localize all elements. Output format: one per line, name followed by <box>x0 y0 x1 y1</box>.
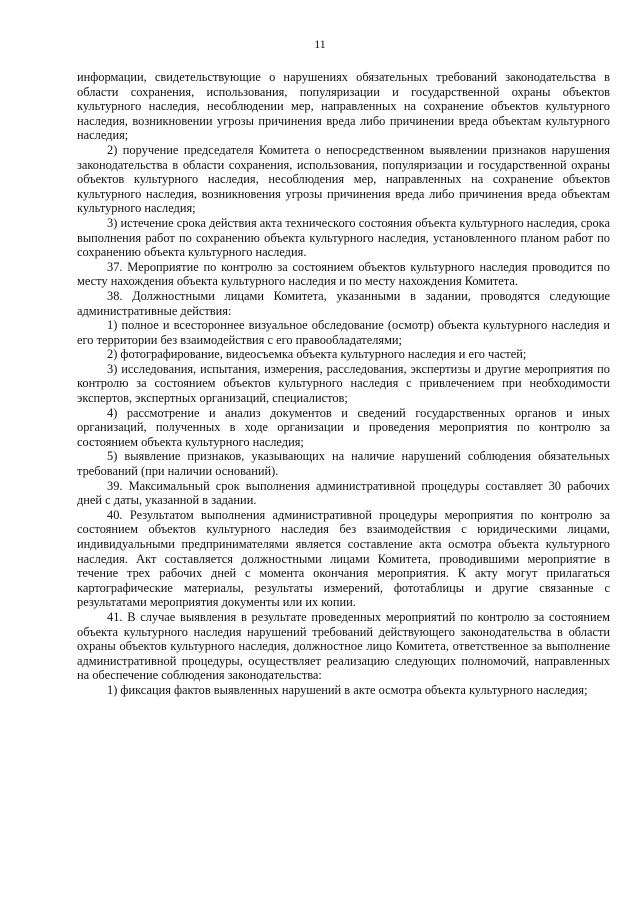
document-body <box>77 70 610 698</box>
paragraph-item-3: 3) истечение срока действия акта технического состояния объекта культурного наследия, срока выполнения работ по сохранению объекта культурного наследия, установленного планом работ по сохранению объекта культурного наследия. <box>77 215 610 260</box>
paragraph-38-item-5: 5) выявление признаков, указывающих на наличие нарушений соблюдения обязательных требований (при наличии оснований). <box>77 449 610 479</box>
paragraph-39: 39. Максимальный срок выполнения административной процедуры составляет 30 рабочих дней с даты, указанной в задании. <box>77 478 610 508</box>
paragraph-38-item-3: 3) исследования, испытания, измерения, расследования, экспертизы и другие мероприятия по контролю за состоянием объектов культурного наследия с привлечением при необходимости экспертов, экспертных организаций, специалистов; <box>77 361 610 406</box>
paragraph-40: 40. Результатом выполнения административной процедуры мероприятия по контролю за состоянием объектов культурного наследия без взаимодействия с юридическими лицами, индивидуальными предпринимателями является составление акта осмотра объекта культурного наследия. Акт составляется должностными лицами Комитета, проводившими мероприятие в течение трех рабочих дней с момента окончания мероприятия. К акту могут прилагаться картографические материалы, результаты измерений, фототаблицы и другие связанные с результатами мероприятия документы или их копии. <box>77 507 610 610</box>
paragraph-41: 41. В случае выявления в результате проведенных мероприятий по контролю за состоянием объекта культурного наследия нарушений требований действующего законодательства в области охраны объектов культурного наследия, должностное лицо Комитета, ответственное за выполнение административной процедуры, осуществляет реализацию следующих полномочий, направленных на обеспечение соблюдения законодательства: <box>77 609 610 683</box>
paragraph-41-item-1: 1) фиксация фактов выявленных нарушений в акте осмотра объекта культурного наследия; <box>107 682 588 697</box>
paragraph-38-item-4: 4) рассмотрение и анализ документов и сведений государственных органов и иных организаций, полученных в ходе организации и проведения мероприятия по контролю за состоянием объекта культурного наследия; <box>77 405 610 449</box>
paragraph-37: 37. Мероприятие по контролю за состоянием объектов культурного наследия проводится по месту нахождения объекта культурного наследия и по месту нахождения Комитета. <box>77 259 610 289</box>
paragraph-item-2: 2) поручение председателя Комитета о непосредственном выявлении признаков нарушения законодательства в области сохранения, использования, популяризации и государственной охраны объектов культурного наследия, несоблюдения мер, направленных на сохранение объектов культурного наследия, возникновения угрозы причинения вреда либо причинения вреда объектам культурного наследия; <box>77 142 610 216</box>
page-number: 11 <box>314 37 326 51</box>
paragraph-38-item-1: 1) полное и всестороннее визуальное обследование (осмотр) объекта культурного наследия и его территории без взаимодействия с его правообладателями; <box>77 318 610 347</box>
paragraph-38: 38. Должностными лицами Комитета, указанными в задании, проводятся следующие административные действия: <box>77 288 610 318</box>
paragraph-continuation: информации, свидетельствующие о нарушениях обязательных требований законодательства в области сохранения, использования, популяризации и государственной охраны объектов культурного наследия, несоблюдении мер, направленных на сохранение объектов культурного наследия, возникновении угрозы причинения вреда либо причинении вреда объектам культурного наследия; <box>77 70 610 143</box>
paragraph-38-item-2: 2) фотографирование, видеосъемка объекта культурного наследия и его частей; <box>107 347 527 362</box>
